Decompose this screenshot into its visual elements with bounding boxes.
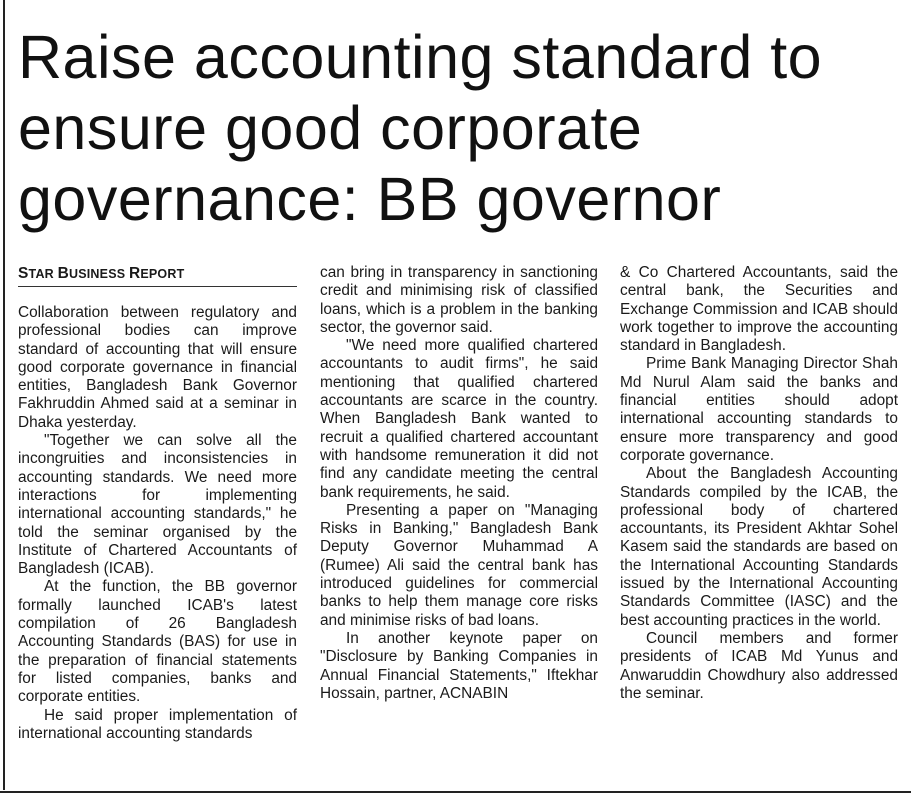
headline: Raise accounting standard to ensure good corporate governance: BB governor bbox=[18, 23, 823, 233]
paragraph: "Together we can solve all the incongruities and inconsistencies in accounting standards. We need more interactions for implementing international accounting standards," he told the seminar organised by the Institute of Chartered Accountants of Bangladesh (ICAB). bbox=[18, 432, 297, 578]
paragraph: Council members and former presidents of ICAB Md Yunus and Anwaruddin Chowdhury also addressed the seminar. bbox=[620, 629, 898, 702]
left-column-rule bbox=[3, 0, 5, 790]
paragraph: "We need more qualified chartered accountants to audit firms", he said mentioning that qualified chartered accountants are scarce in the country. When Bangladesh Bank wanted to recruit a qualified chartered accountant with handsome remuneration it did not find any candidate meeting the central bank requirements, he said. bbox=[320, 337, 598, 501]
article-column-2 bbox=[320, 264, 598, 703]
article-column-1 bbox=[18, 264, 297, 743]
byline-eport: EPORT bbox=[140, 267, 185, 281]
byline-r: R bbox=[128, 265, 141, 282]
paragraph: Collaboration between regulatory and professional bodies can improve standard of accounting that will ensure good corporate governance in financial entities, Bangladesh Bank Governor Fakhruddin Ahmed said at a seminar in Dhaka yesterday. bbox=[18, 304, 297, 431]
paragraph: He said proper implementation of international accounting standards bbox=[18, 706, 297, 742]
paragraph: can bring in transparency in sanctioning credit and minimising risk of classified loans, which is a problem in the banking sector, the governor said. bbox=[320, 264, 598, 336]
byline-b: B bbox=[57, 265, 69, 282]
paragraph: About the Bangladesh Accounting Standards compiled by the ICAB, the professional body of chartered accountants, its President Akhtar Sohel Kasem said the standards are based on the International Accounting Standards issued by the International Accounting Standards Committee (IASC) and the best accounting practices in the world. bbox=[620, 465, 898, 629]
byline-s: S bbox=[18, 265, 29, 282]
bottom-rule bbox=[0, 791, 911, 793]
byline bbox=[18, 264, 297, 287]
article-column-3 bbox=[620, 264, 898, 703]
byline-tar: TAR bbox=[28, 267, 58, 281]
paragraph: Presenting a paper on "Managing Risks in Banking," Bangladesh Bank Deputy Governor Muhammad A (Rumee) Ali said the central bank has introduced guidelines for commercial banks to help them manage core risks and minimise risks of bad loans. bbox=[320, 501, 598, 629]
paragraph: In another keynote paper on "Disclosure by Banking Companies in Annual Financial Statements," Iftekhar Hossain, partner, ACNABIN bbox=[320, 629, 598, 702]
paragraph: Prime Bank Managing Director Shah Md Nurul Alam said the banks and financial entities should adopt international accounting standards to ensure more transparency and good corporate governance. bbox=[620, 355, 898, 464]
paragraph: At the function, the BB governor formally launched ICAB's latest compilation of 26 Bangladesh Accounting Standards (BAS) for use in the preparation of financial statements for listed companies, banks and corporate entities. bbox=[18, 578, 297, 706]
byline-usiness: USINESS bbox=[69, 267, 129, 281]
paragraph: & Co Chartered Accountants, said the central bank, the Securities and Exchange Commission and ICAB should work together to improve the accounting standard in Bangladesh. bbox=[620, 264, 898, 355]
